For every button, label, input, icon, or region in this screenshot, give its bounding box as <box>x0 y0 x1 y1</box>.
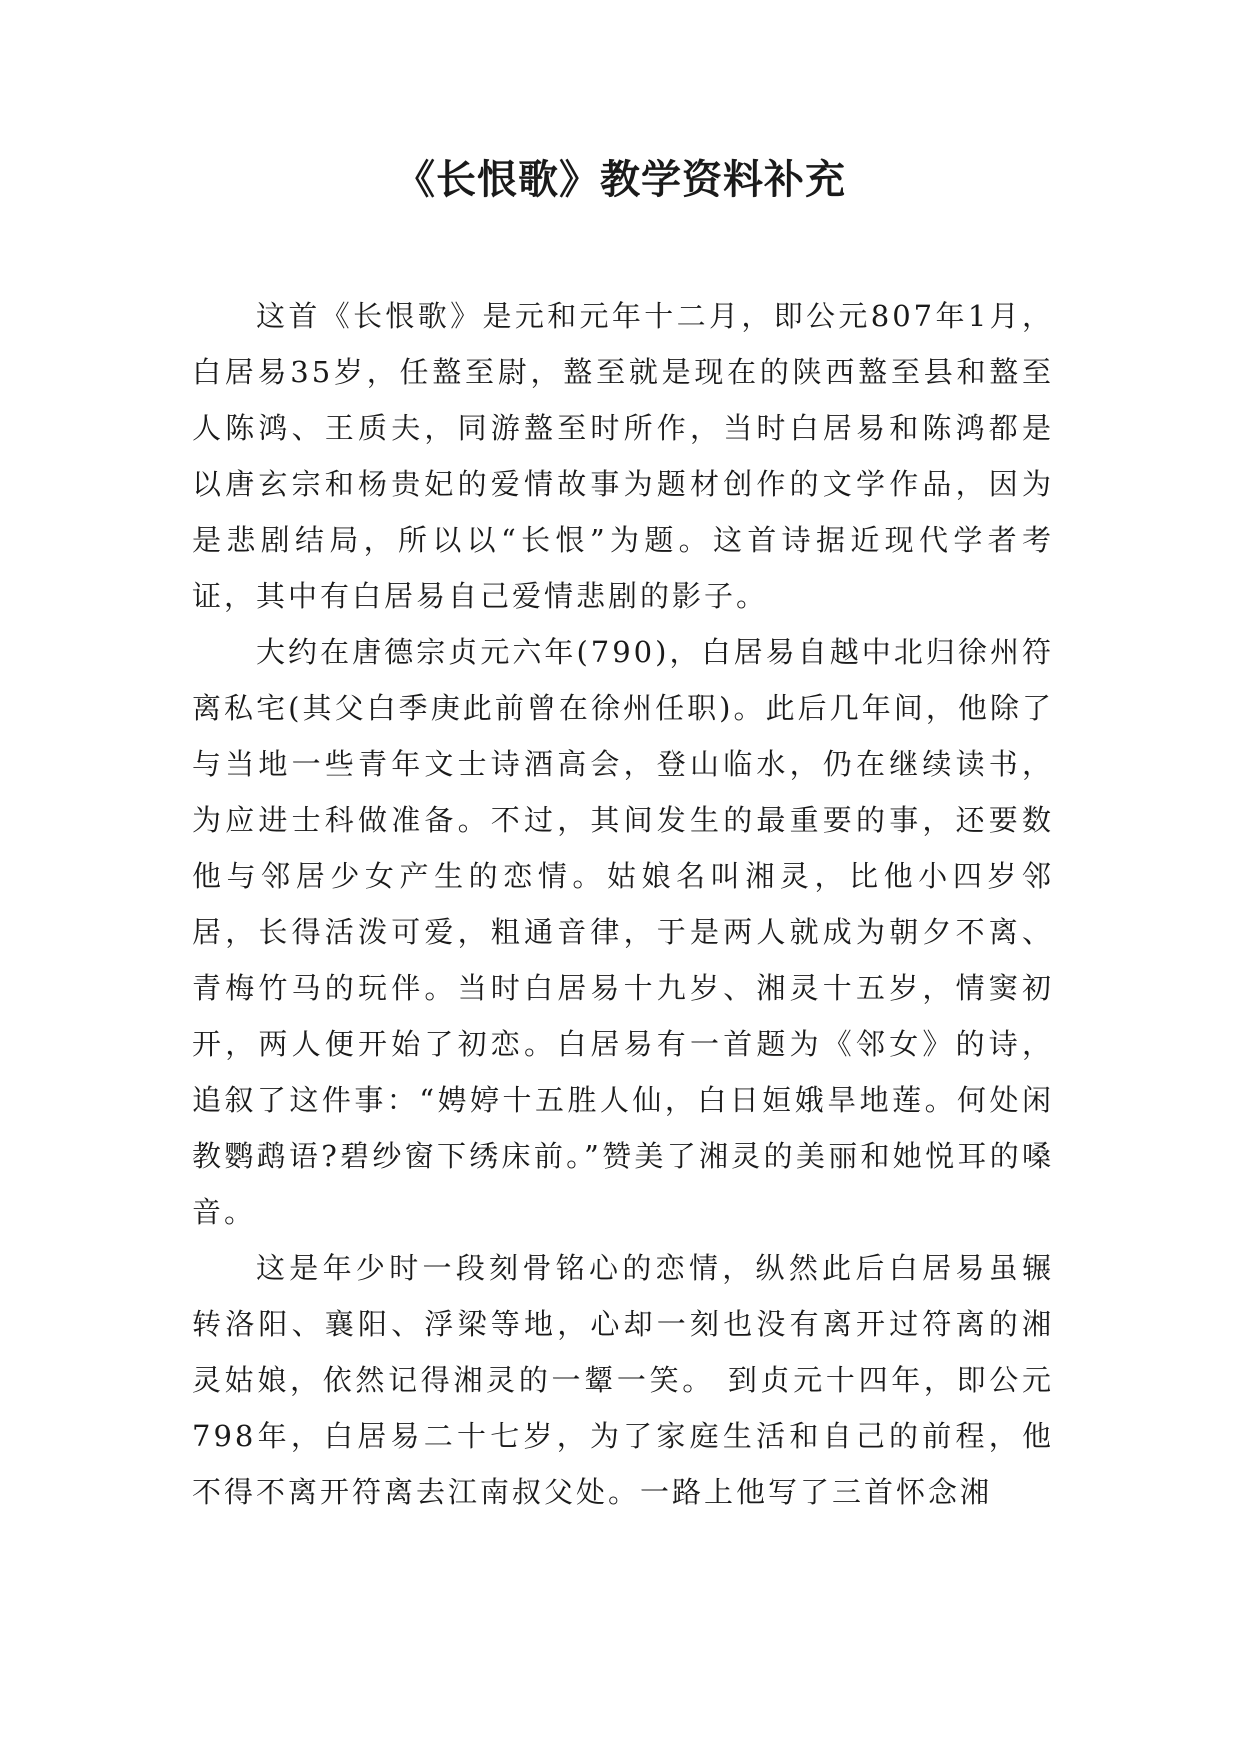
document-title: 《长恨歌》教学资料补充 <box>395 156 846 203</box>
paragraph-2: 大约在唐德宗贞元六年(790)，白居易自越中北归徐州符离私宅(其父白季庚此前曾在徐州任职)。此后几年间，他除了与当地一些青年文士诗酒高会，登山临水，仍在继续读书，为应进士科做准备。不过，其间发生的最重要的事，还要数他与邻居少女产生的恋情。姑娘名叫湘灵，比他小四岁邻居，长得活泼可爱，粗通音律，于是两人就成为朝夕不离、青梅竹马的玩伴。当时白居易十九岁、湘灵十五岁，情窦初开，两人便开始了初恋。白居易有一首题为《邻女》的诗，追叙了这件事：“娉婷十五胜人仙，白日姮娥旱地莲。何处闲教鹦鹉语?碧纱窗下绣床前。”赞美了湘灵的美丽和她悦耳的嗓音。 <box>192 635 1054 1229</box>
paragraph-3: 这是年少时一段刻骨铭心的恋情，纵然此后白居易虽辗转洛阳、襄阳、浮梁等地，心却一刻也没有离开过符离的湘灵姑娘，依然记得湘灵的一颦一笑。 到贞元十四年，即公元798年，白居易二十七岁，为了家庭生活和自己的前程，他不得不离开符离去江南叔父处。一路上他写了三首怀念湘 <box>192 1251 1054 1509</box>
document-body <box>192 288 1054 1520</box>
paragraph-1: 这首《长恨歌》是元和元年十二月，即公元807年1月，白居易35岁，任盩至尉，盩至就是现在的陕西盩至县和盩至人陈鸿、王质夫，同游盩至时所作，当时白居易和陈鸿都是以唐玄宗和杨贵妃的爱情故事为题材创作的文学作品，因为是悲剧结局，所以以“长恨”为题。这首诗据近现代学者考证，其中有白居易自己爱情悲剧的影子。 <box>192 299 1054 613</box>
